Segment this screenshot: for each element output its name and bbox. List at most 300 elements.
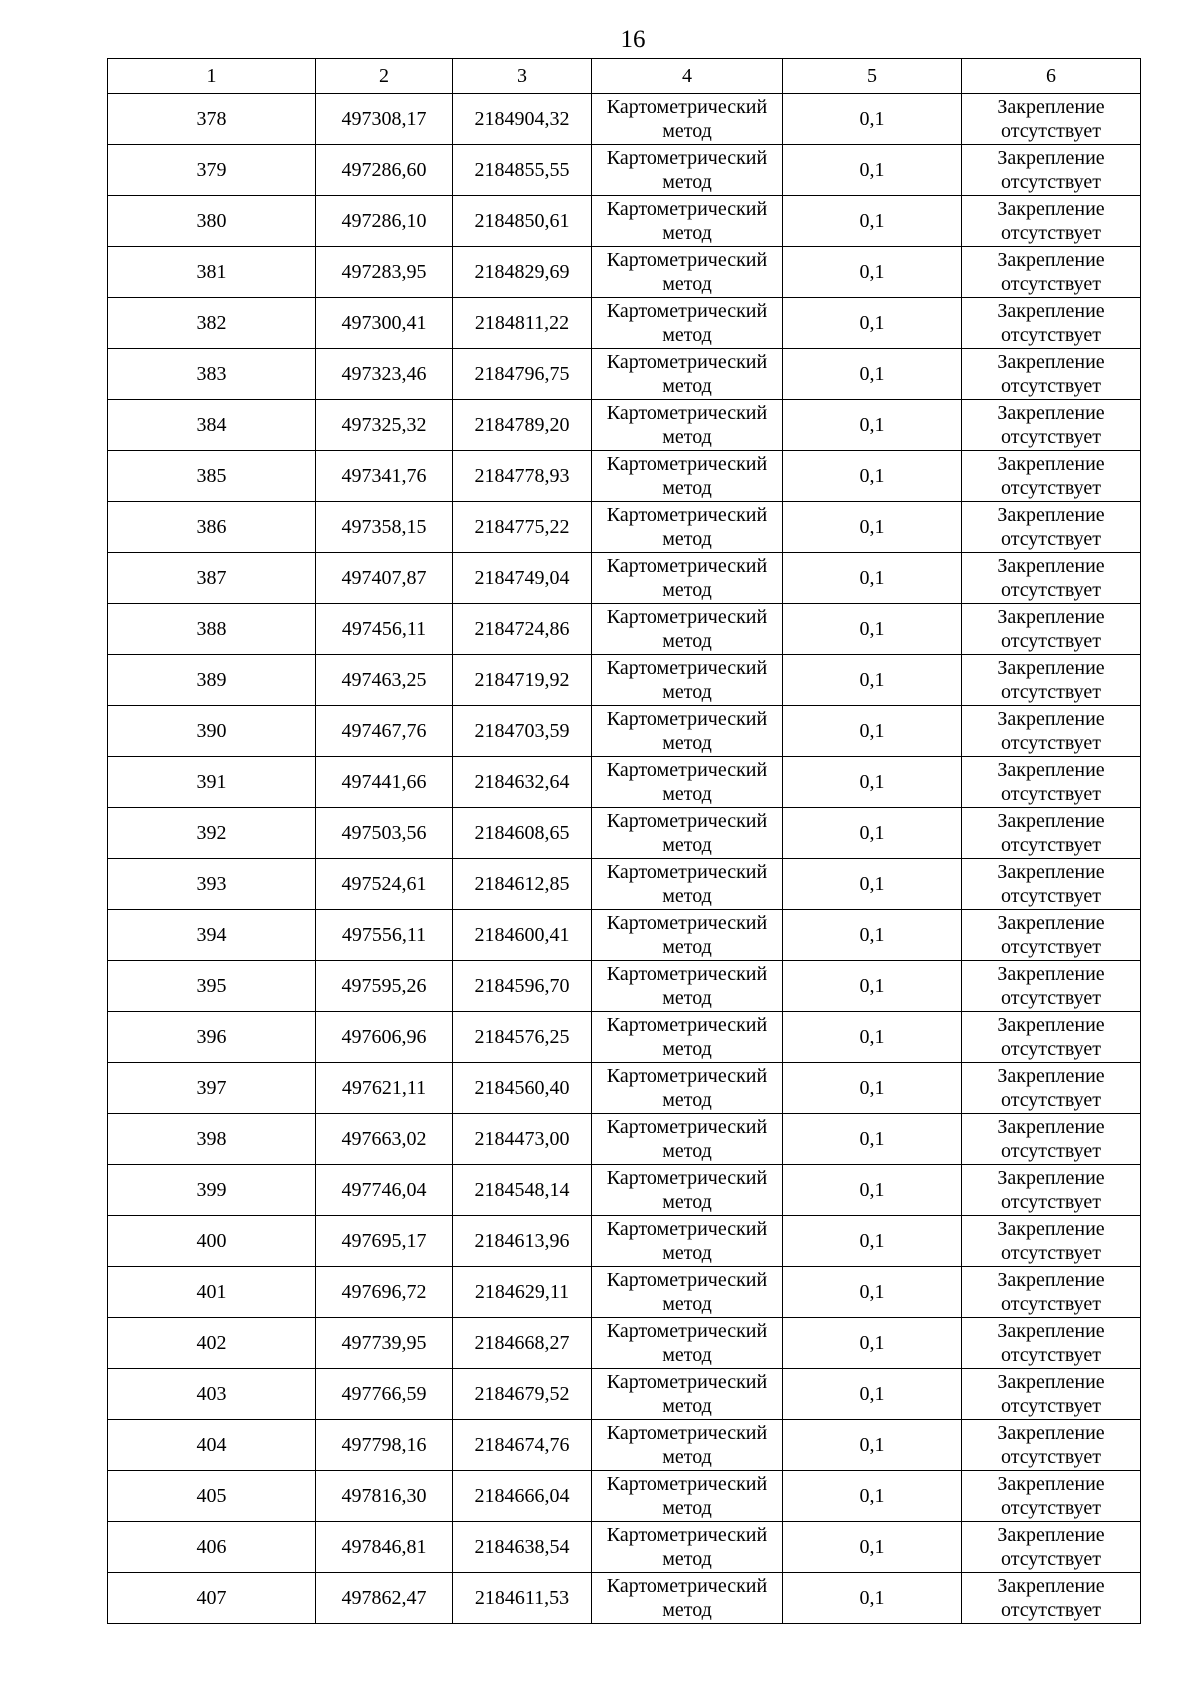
fixation-cell-line-2: отсутствует [1000, 324, 1102, 346]
y-coordinate-cell: 2184608,65 [453, 808, 592, 859]
method-cell-line-1: Картометрический [606, 1116, 768, 1138]
x-coordinate-cell: 497308,17 [316, 94, 453, 145]
accuracy-cell: 0,1 [783, 1012, 962, 1063]
fixation-cell-line-1: Закрепление [997, 1269, 1105, 1291]
fixation-cell-line-1: Закрепление [997, 708, 1105, 730]
fixation-cell [962, 1420, 1141, 1471]
fixation-cell-line-1: Закрепление [997, 606, 1105, 628]
header-cell: 1 [108, 59, 316, 94]
y-coordinate-cell: 2184850,61 [453, 196, 592, 247]
method-cell [592, 1318, 783, 1369]
table-row [108, 706, 1141, 757]
fixation-cell-line-1: Закрепление [997, 249, 1105, 271]
point-number-cell: 405 [108, 1471, 316, 1522]
table-row [108, 808, 1141, 859]
accuracy-cell: 0,1 [783, 910, 962, 961]
fixation-cell-line-2: отсутствует [1000, 1038, 1102, 1060]
table-header-row [108, 59, 1141, 94]
method-cell [592, 1522, 783, 1573]
method-cell [592, 1063, 783, 1114]
method-cell [592, 1369, 783, 1420]
method-cell-line-2: метод [662, 222, 712, 244]
accuracy-cell: 0,1 [783, 1216, 962, 1267]
fixation-cell-line-1: Закрепление [997, 1320, 1105, 1342]
y-coordinate-cell: 2184679,52 [453, 1369, 592, 1420]
fixation-cell-line-2: отсутствует [1000, 732, 1102, 754]
x-coordinate-cell: 497556,11 [316, 910, 453, 961]
y-coordinate-cell: 2184749,04 [453, 553, 592, 604]
method-cell-line-1: Картометрический [606, 402, 768, 424]
fixation-cell [962, 502, 1141, 553]
fixation-cell-line-1: Закрепление [997, 1167, 1105, 1189]
fixation-cell [962, 808, 1141, 859]
point-number-cell: 393 [108, 859, 316, 910]
y-coordinate-cell: 2184611,53 [453, 1573, 592, 1624]
fixation-cell-line-2: отсутствует [1000, 222, 1102, 244]
fixation-cell-line-1: Закрепление [997, 759, 1105, 781]
x-coordinate-cell: 497467,76 [316, 706, 453, 757]
point-number-cell: 388 [108, 604, 316, 655]
x-coordinate-cell: 497325,32 [316, 400, 453, 451]
x-coordinate-cell: 497798,16 [316, 1420, 453, 1471]
method-cell-line-1: Картометрический [606, 300, 768, 322]
y-coordinate-cell: 2184629,11 [453, 1267, 592, 1318]
fixation-cell-line-1: Закрепление [997, 555, 1105, 577]
x-coordinate-cell: 497286,60 [316, 145, 453, 196]
method-cell [592, 553, 783, 604]
table-row [108, 655, 1141, 706]
table-row [108, 961, 1141, 1012]
fixation-cell-line-1: Закрепление [997, 861, 1105, 883]
y-coordinate-cell: 2184724,86 [453, 604, 592, 655]
method-cell-line-1: Картометрический [606, 1167, 768, 1189]
method-cell-line-1: Картометрический [606, 1371, 768, 1393]
method-cell [592, 1114, 783, 1165]
fixation-cell [962, 604, 1141, 655]
x-coordinate-cell: 497766,59 [316, 1369, 453, 1420]
method-cell-line-2: метод [662, 936, 712, 958]
fixation-cell-line-2: отсутствует [1000, 1395, 1102, 1417]
method-cell [592, 400, 783, 451]
table-row [108, 553, 1141, 604]
method-cell-line-1: Картометрический [606, 1065, 768, 1087]
x-coordinate-cell: 497746,04 [316, 1165, 453, 1216]
accuracy-cell: 0,1 [783, 1522, 962, 1573]
fixation-cell [962, 1573, 1141, 1624]
method-cell-line-2: метод [662, 1548, 712, 1570]
method-cell-line-1: Картометрический [606, 351, 768, 373]
y-coordinate-cell: 2184473,00 [453, 1114, 592, 1165]
x-coordinate-cell: 497456,11 [316, 604, 453, 655]
method-cell-line-1: Картометрический [606, 555, 768, 577]
accuracy-cell: 0,1 [783, 451, 962, 502]
method-cell-line-1: Картометрический [606, 606, 768, 628]
fixation-cell [962, 451, 1141, 502]
method-cell-line-1: Картометрический [606, 759, 768, 781]
accuracy-cell: 0,1 [783, 502, 962, 553]
fixation-cell-line-2: отсутствует [1000, 885, 1102, 907]
accuracy-cell: 0,1 [783, 1267, 962, 1318]
fixation-cell [962, 1369, 1141, 1420]
accuracy-cell: 0,1 [783, 808, 962, 859]
fixation-cell-line-2: отсутствует [1000, 783, 1102, 805]
table-row [108, 859, 1141, 910]
point-number-cell: 401 [108, 1267, 316, 1318]
fixation-cell [962, 349, 1141, 400]
method-cell-line-2: метод [662, 1293, 712, 1315]
point-number-cell: 380 [108, 196, 316, 247]
fixation-cell [962, 1318, 1141, 1369]
point-number-cell: 385 [108, 451, 316, 502]
fixation-cell [962, 1165, 1141, 1216]
accuracy-cell: 0,1 [783, 1369, 962, 1420]
method-cell [592, 808, 783, 859]
table-row [108, 1471, 1141, 1522]
method-cell-line-1: Картометрический [606, 1422, 768, 1444]
fixation-cell [962, 1522, 1141, 1573]
table-row [108, 1216, 1141, 1267]
method-cell [592, 94, 783, 145]
fixation-cell [962, 706, 1141, 757]
method-cell-line-1: Картометрический [606, 1320, 768, 1342]
table-row [108, 910, 1141, 961]
method-cell [592, 706, 783, 757]
fixation-cell-line-1: Закрепление [997, 96, 1105, 118]
y-coordinate-cell: 2184668,27 [453, 1318, 592, 1369]
point-number-cell: 391 [108, 757, 316, 808]
table-row [108, 298, 1141, 349]
method-cell-line-1: Картометрический [606, 198, 768, 220]
method-cell [592, 196, 783, 247]
fixation-cell-line-1: Закрепление [997, 1218, 1105, 1240]
accuracy-cell: 0,1 [783, 94, 962, 145]
method-cell [592, 1216, 783, 1267]
fixation-cell-line-2: отсутствует [1000, 630, 1102, 652]
fixation-cell [962, 145, 1141, 196]
fixation-cell-line-2: отсутствует [1000, 987, 1102, 1009]
method-cell-line-1: Картометрический [606, 96, 768, 118]
fixation-cell [962, 1267, 1141, 1318]
method-cell-line-2: метод [662, 987, 712, 1009]
header-cell: 6 [962, 59, 1141, 94]
method-cell-line-1: Картометрический [606, 1269, 768, 1291]
fixation-cell-line-2: отсутствует [1000, 1191, 1102, 1213]
method-cell-line-2: метод [662, 885, 712, 907]
accuracy-cell: 0,1 [783, 706, 962, 757]
method-cell-line-2: метод [662, 1191, 712, 1213]
y-coordinate-cell: 2184613,96 [453, 1216, 592, 1267]
fixation-cell-line-1: Закрепление [997, 351, 1105, 373]
x-coordinate-cell: 497595,26 [316, 961, 453, 1012]
method-cell [592, 502, 783, 553]
fixation-cell-line-2: отсутствует [1000, 1599, 1102, 1621]
method-cell-line-2: метод [662, 1344, 712, 1366]
method-cell-line-1: Картометрический [606, 912, 768, 934]
fixation-cell [962, 298, 1141, 349]
table-row [108, 145, 1141, 196]
method-cell-line-2: метод [662, 579, 712, 601]
fixation-cell-line-2: отсутствует [1000, 120, 1102, 142]
point-number-cell: 384 [108, 400, 316, 451]
point-number-cell: 392 [108, 808, 316, 859]
table-row [108, 196, 1141, 247]
method-cell [592, 1012, 783, 1063]
fixation-cell-line-2: отсутствует [1000, 426, 1102, 448]
x-coordinate-cell: 497323,46 [316, 349, 453, 400]
point-number-cell: 407 [108, 1573, 316, 1624]
table-row [108, 400, 1141, 451]
method-cell-line-2: метод [662, 630, 712, 652]
method-cell [592, 298, 783, 349]
y-coordinate-cell: 2184796,75 [453, 349, 592, 400]
method-cell [592, 655, 783, 706]
x-coordinate-cell: 497621,11 [316, 1063, 453, 1114]
fixation-cell-line-1: Закрепление [997, 963, 1105, 985]
fixation-cell-line-1: Закрепление [997, 1575, 1105, 1597]
y-coordinate-cell: 2184904,32 [453, 94, 592, 145]
header-cell: 2 [316, 59, 453, 94]
y-coordinate-cell: 2184789,20 [453, 400, 592, 451]
accuracy-cell: 0,1 [783, 1573, 962, 1624]
method-cell-line-2: метод [662, 1497, 712, 1519]
method-cell-line-2: метод [662, 273, 712, 295]
method-cell-line-2: метод [662, 1446, 712, 1468]
fixation-cell [962, 757, 1141, 808]
method-cell-line-2: метод [662, 324, 712, 346]
fixation-cell-line-1: Закрепление [997, 1065, 1105, 1087]
fixation-cell [962, 1216, 1141, 1267]
accuracy-cell: 0,1 [783, 1318, 962, 1369]
y-coordinate-cell: 2184666,04 [453, 1471, 592, 1522]
method-cell-line-1: Картометрический [606, 504, 768, 526]
method-cell-line-1: Картометрический [606, 249, 768, 271]
method-cell [592, 910, 783, 961]
method-cell-line-2: метод [662, 1038, 712, 1060]
x-coordinate-cell: 497300,41 [316, 298, 453, 349]
accuracy-cell: 0,1 [783, 655, 962, 706]
method-cell [592, 349, 783, 400]
method-cell-line-1: Картометрический [606, 1575, 768, 1597]
accuracy-cell: 0,1 [783, 604, 962, 655]
x-coordinate-cell: 497606,96 [316, 1012, 453, 1063]
y-coordinate-cell: 2184703,59 [453, 706, 592, 757]
accuracy-cell: 0,1 [783, 1114, 962, 1165]
accuracy-cell: 0,1 [783, 1420, 962, 1471]
table-row [108, 502, 1141, 553]
fixation-cell-line-2: отсутствует [1000, 936, 1102, 958]
method-cell-line-2: метод [662, 120, 712, 142]
accuracy-cell: 0,1 [783, 1063, 962, 1114]
table-row [108, 1369, 1141, 1420]
accuracy-cell: 0,1 [783, 1471, 962, 1522]
point-number-cell: 398 [108, 1114, 316, 1165]
method-cell-line-2: метод [662, 834, 712, 856]
method-cell [592, 1471, 783, 1522]
fixation-cell-line-2: отсутствует [1000, 681, 1102, 703]
method-cell [592, 1267, 783, 1318]
x-coordinate-cell: 497816,30 [316, 1471, 453, 1522]
fixation-cell-line-2: отсутствует [1000, 1140, 1102, 1162]
point-number-cell: 383 [108, 349, 316, 400]
method-cell-line-2: метод [662, 732, 712, 754]
fixation-cell [962, 400, 1141, 451]
fixation-cell [962, 1471, 1141, 1522]
x-coordinate-cell: 497739,95 [316, 1318, 453, 1369]
y-coordinate-cell: 2184855,55 [453, 145, 592, 196]
fixation-cell-line-1: Закрепление [997, 147, 1105, 169]
method-cell-line-2: метод [662, 681, 712, 703]
fixation-cell-line-1: Закрепление [997, 504, 1105, 526]
point-number-cell: 387 [108, 553, 316, 604]
point-number-cell: 402 [108, 1318, 316, 1369]
fixation-cell-line-2: отсутствует [1000, 171, 1102, 193]
point-number-cell: 381 [108, 247, 316, 298]
fixation-cell-line-2: отсутствует [1000, 375, 1102, 397]
x-coordinate-cell: 497463,25 [316, 655, 453, 706]
fixation-cell-line-2: отсутствует [1000, 1497, 1102, 1519]
method-cell-line-1: Картометрический [606, 861, 768, 883]
accuracy-cell: 0,1 [783, 400, 962, 451]
method-cell [592, 757, 783, 808]
method-cell-line-1: Картометрический [606, 1524, 768, 1546]
method-cell [592, 1420, 783, 1471]
table-body [108, 59, 1141, 1624]
table-row [108, 1165, 1141, 1216]
header-cell: 3 [453, 59, 592, 94]
x-coordinate-cell: 497286,10 [316, 196, 453, 247]
y-coordinate-cell: 2184600,41 [453, 910, 592, 961]
fixation-cell-line-2: отсутствует [1000, 273, 1102, 295]
method-cell [592, 145, 783, 196]
fixation-cell-line-1: Закрепление [997, 1371, 1105, 1393]
table-row [108, 94, 1141, 145]
x-coordinate-cell: 497846,81 [316, 1522, 453, 1573]
point-number-cell: 403 [108, 1369, 316, 1420]
fixation-cell [962, 196, 1141, 247]
method-cell-line-2: метод [662, 477, 712, 499]
method-cell [592, 247, 783, 298]
fixation-cell [962, 910, 1141, 961]
accuracy-cell: 0,1 [783, 553, 962, 604]
table-row [108, 1420, 1141, 1471]
method-cell-line-2: метод [662, 1395, 712, 1417]
method-cell-line-2: метод [662, 171, 712, 193]
fixation-cell-line-2: отсутствует [1000, 834, 1102, 856]
method-cell-line-1: Картометрический [606, 1218, 768, 1240]
table-row [108, 604, 1141, 655]
fixation-cell-line-2: отсутствует [1000, 1089, 1102, 1111]
fixation-cell-line-2: отсутствует [1000, 1344, 1102, 1366]
fixation-cell-line-1: Закрепление [997, 657, 1105, 679]
table-row [108, 1114, 1141, 1165]
point-number-cell: 400 [108, 1216, 316, 1267]
accuracy-cell: 0,1 [783, 961, 962, 1012]
method-cell-line-1: Картометрический [606, 810, 768, 832]
fixation-cell-line-1: Закрепление [997, 198, 1105, 220]
method-cell-line-1: Картометрический [606, 453, 768, 475]
x-coordinate-cell: 497358,15 [316, 502, 453, 553]
x-coordinate-cell: 497283,95 [316, 247, 453, 298]
accuracy-cell: 0,1 [783, 196, 962, 247]
y-coordinate-cell: 2184596,70 [453, 961, 592, 1012]
method-cell-line-1: Картометрический [606, 1014, 768, 1036]
table-row [108, 1318, 1141, 1369]
y-coordinate-cell: 2184829,69 [453, 247, 592, 298]
method-cell-line-2: метод [662, 1089, 712, 1111]
method-cell-line-1: Картометрический [606, 708, 768, 730]
fixation-cell [962, 1012, 1141, 1063]
fixation-cell-line-2: отсутствует [1000, 528, 1102, 550]
x-coordinate-cell: 497663,02 [316, 1114, 453, 1165]
accuracy-cell: 0,1 [783, 859, 962, 910]
table-row [108, 349, 1141, 400]
fixation-cell-line-1: Закрепление [997, 1014, 1105, 1036]
method-cell [592, 451, 783, 502]
point-number-cell: 396 [108, 1012, 316, 1063]
point-number-cell: 406 [108, 1522, 316, 1573]
point-number-cell: 386 [108, 502, 316, 553]
fixation-cell-line-1: Закрепление [997, 1422, 1105, 1444]
y-coordinate-cell: 2184638,54 [453, 1522, 592, 1573]
accuracy-cell: 0,1 [783, 1165, 962, 1216]
fixation-cell [962, 553, 1141, 604]
method-cell [592, 859, 783, 910]
x-coordinate-cell: 497862,47 [316, 1573, 453, 1624]
point-number-cell: 397 [108, 1063, 316, 1114]
method-cell-line-1: Картометрический [606, 657, 768, 679]
coordinates-table [107, 58, 1141, 1624]
fixation-cell-line-2: отсутствует [1000, 1446, 1102, 1468]
point-number-cell: 379 [108, 145, 316, 196]
point-number-cell: 382 [108, 298, 316, 349]
table-row [108, 757, 1141, 808]
accuracy-cell: 0,1 [783, 298, 962, 349]
fixation-cell-line-2: отсутствует [1000, 579, 1102, 601]
x-coordinate-cell: 497696,72 [316, 1267, 453, 1318]
y-coordinate-cell: 2184612,85 [453, 859, 592, 910]
method-cell [592, 604, 783, 655]
x-coordinate-cell: 497441,66 [316, 757, 453, 808]
point-number-cell: 389 [108, 655, 316, 706]
table-row [108, 451, 1141, 502]
header-cell: 5 [783, 59, 962, 94]
method-cell [592, 961, 783, 1012]
accuracy-cell: 0,1 [783, 247, 962, 298]
method-cell-line-2: метод [662, 426, 712, 448]
x-coordinate-cell: 497407,87 [316, 553, 453, 604]
accuracy-cell: 0,1 [783, 757, 962, 808]
fixation-cell-line-2: отсутствует [1000, 1242, 1102, 1264]
accuracy-cell: 0,1 [783, 349, 962, 400]
fixation-cell [962, 247, 1141, 298]
point-number-cell: 395 [108, 961, 316, 1012]
fixation-cell-line-1: Закрепление [997, 453, 1105, 475]
table-row [108, 1522, 1141, 1573]
x-coordinate-cell: 497503,56 [316, 808, 453, 859]
y-coordinate-cell: 2184775,22 [453, 502, 592, 553]
header-cell: 4 [592, 59, 783, 94]
table-row [108, 1267, 1141, 1318]
point-number-cell: 399 [108, 1165, 316, 1216]
fixation-cell [962, 655, 1141, 706]
fixation-cell-line-1: Закрепление [997, 1116, 1105, 1138]
method-cell-line-1: Картометрический [606, 1473, 768, 1495]
page-number: 16 [620, 26, 646, 53]
y-coordinate-cell: 2184632,64 [453, 757, 592, 808]
fixation-cell-line-1: Закрепление [997, 1524, 1105, 1546]
y-coordinate-cell: 2184674,76 [453, 1420, 592, 1471]
method-cell-line-2: метод [662, 1242, 712, 1264]
